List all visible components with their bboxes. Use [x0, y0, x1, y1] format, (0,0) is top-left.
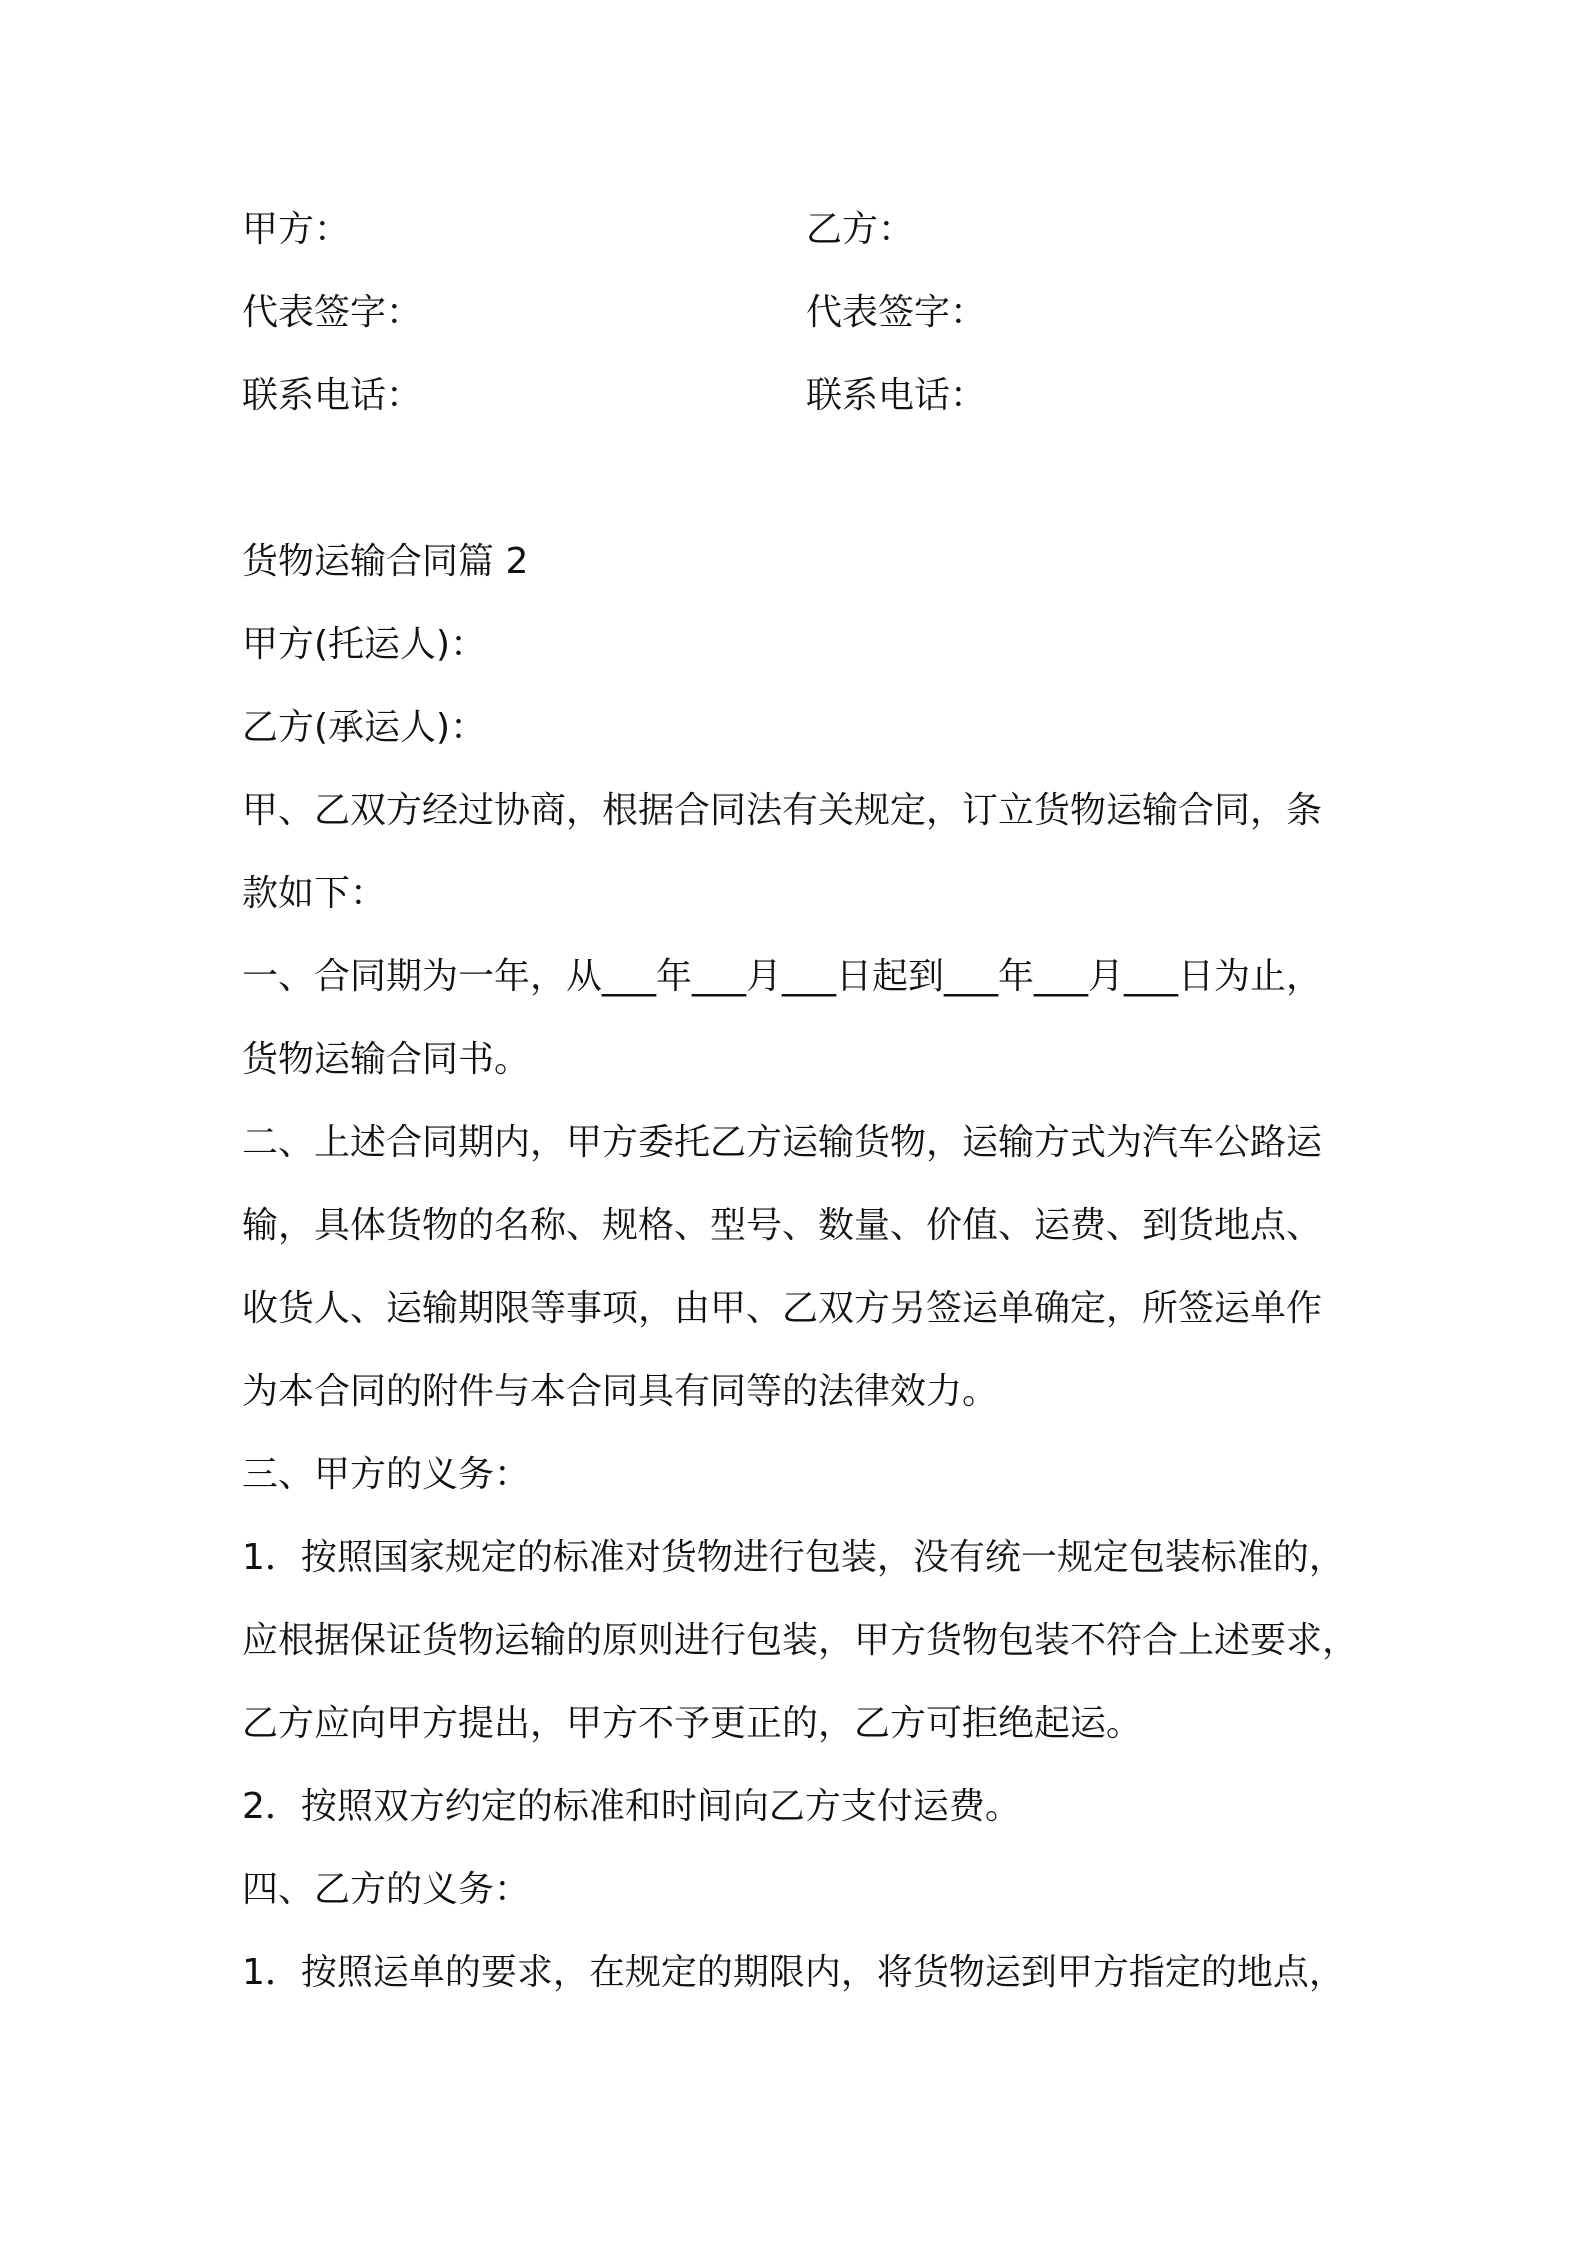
clause2-line-4: 为本合同的附件与本合同具有同等的法律效力。 [242, 1371, 999, 1412]
clause3-title: 三、甲方的义务： [242, 1454, 531, 1495]
clause1-line-2: 货物运输合同书。 [242, 1039, 531, 1080]
party-a-label: 甲方： [242, 209, 351, 250]
clause2-line-3: 收货人、运输期限等事项，由甲、乙双方另签运单确定，所签运单作 [242, 1288, 1323, 1329]
intro-line-1: 甲、乙双方经过协商，根据合同法有关规定，订立货物运输合同，条 [242, 790, 1323, 831]
intro-line-2: 款如下： [242, 873, 387, 914]
clause3-item1-line-2: 应根据保证货物运输的原则进行包装，甲方货物包装不符合上述要求， [242, 1620, 1359, 1661]
clause4-title: 四、乙方的义务： [242, 1869, 531, 1910]
contract-title: 货物运输合同篇 2 [242, 541, 529, 582]
rep-sign-a-label: 代表签字： [242, 292, 423, 333]
party-b-carrier: 乙方(承运人)： [242, 707, 487, 748]
clause3-item1-line-3: 乙方应向甲方提出，甲方不予更正的，乙方可拒绝起运。 [242, 1703, 1143, 1744]
clause3-item2: 2．按照双方约定的标准和时间向乙方支付运费。 [242, 1786, 1021, 1827]
clause2-line-1: 二、上述合同期内，甲方委托乙方运输货物，运输方式为汽车公路运 [242, 1122, 1323, 1163]
party-b-label: 乙方： [806, 209, 915, 250]
clause2-line-2: 输，具体货物的名称、规格、型号、数量、价值、运费、到货地点、 [242, 1205, 1323, 1246]
clause4-item1-line-1: 1．按照运单的要求，在规定的期限内，将货物运到甲方指定的地点， [242, 1952, 1345, 1993]
phone-a-label: 联系电话： [242, 375, 423, 416]
clause3-item1-line-1: 1．按照国家规定的标准对货物进行包装，没有统一规定包装标准的， [242, 1537, 1345, 1578]
clause1-line-1: 一、合同期为一年，从___年___月___日起到___年___月___日为止， [242, 956, 1323, 997]
phone-b-label: 联系电话： [806, 375, 987, 416]
rep-sign-b-label: 代表签字： [806, 292, 987, 333]
party-a-shipper: 甲方(托运人)： [242, 624, 487, 665]
